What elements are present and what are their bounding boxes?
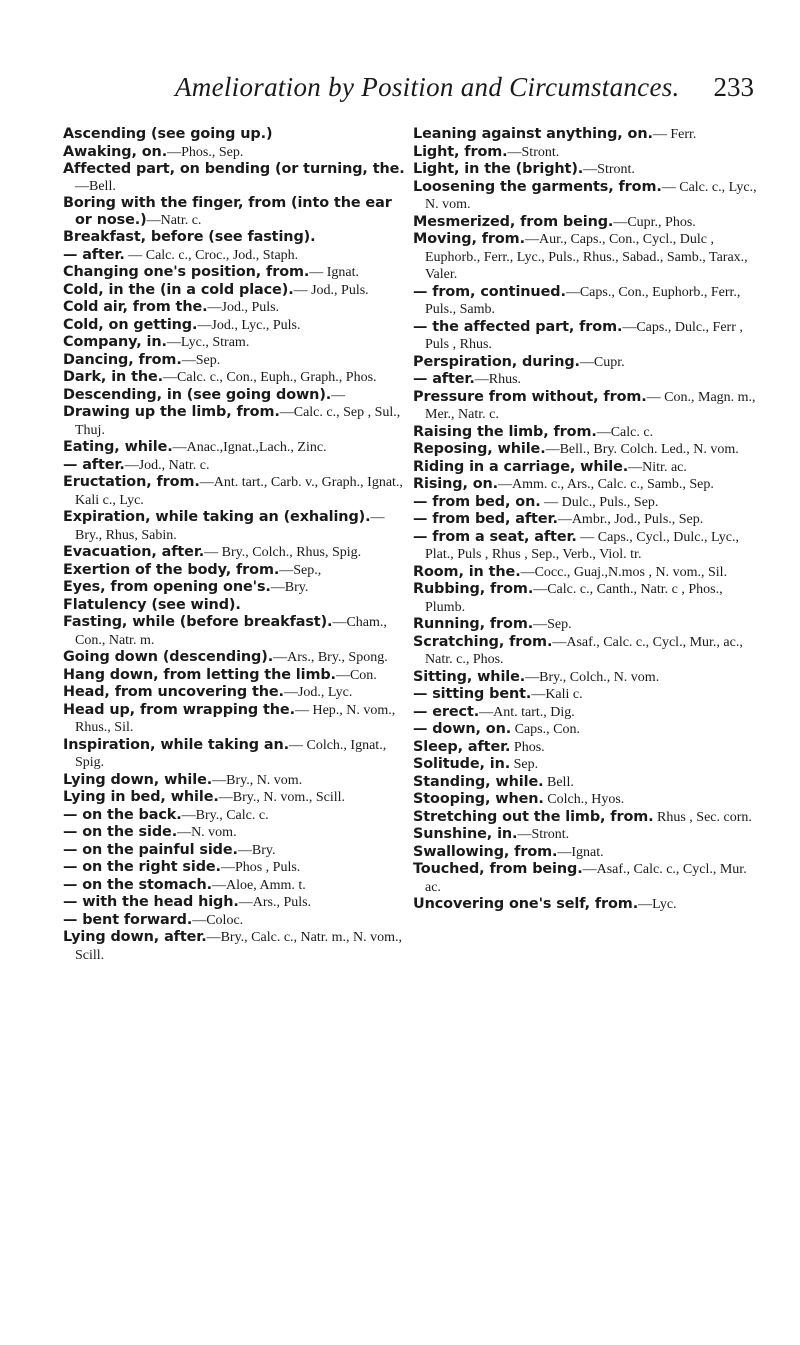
entry-remedies: —Calc. c., Con., Euph., Graph., Phos. [163, 370, 377, 385]
entry-term: Running, from. [413, 616, 534, 632]
index-entry [63, 126, 408, 144]
entry-term: Breakfast, before (see fasting). [63, 229, 316, 245]
entry-remedies: — Ferr. [652, 127, 697, 142]
entry-remedies: Phos. [510, 739, 545, 755]
entry-term: Solitude, in. [413, 756, 511, 772]
index-entry [413, 704, 758, 722]
left-column [63, 126, 408, 964]
entry-remedies: —Aloe, Amm. t. [212, 877, 306, 893]
entry-term: Lying down, after. [63, 929, 207, 945]
entry-term: — after. [63, 246, 125, 263]
entry-remedies: —Cocc., Guaj.,N.mos , N. vom., Sil. [520, 564, 728, 580]
entry-term: Drawing up the limb, from. [63, 404, 280, 420]
entry-remedies: —Bry., Rhus, Sabin. [75, 510, 385, 543]
entry-term: — bent forward. [63, 911, 193, 928]
entry-remedies: —Amm. c., Ars., Calc. c., Samb., Sep. [498, 477, 714, 492]
entry-term: Company, in. [63, 334, 167, 350]
entry-remedies: — Con., Magn. m., Mer., Natr. c. [425, 389, 756, 422]
index-entry [63, 369, 408, 387]
entry-remedies: — Jod., Puls. [293, 282, 369, 298]
index-entry [63, 842, 408, 860]
index-entry [63, 229, 408, 247]
entry-term: Hang down, from letting the limb. [63, 666, 336, 683]
entry-remedies: — Dulc., Puls., Sep. [540, 494, 659, 510]
page-number: 233 [713, 72, 754, 102]
entry-term: — on the back. [63, 806, 182, 823]
entry-term: Cold, on getting. [63, 316, 198, 333]
index-entry [413, 284, 758, 319]
entry-term: — with the head high. [63, 894, 239, 910]
entry-term: Inspiration, while taking an. [63, 736, 289, 753]
entry-remedies: —Rhus. [474, 372, 522, 387]
index-entry [63, 562, 408, 580]
entry-remedies: —Natr. c. [146, 212, 202, 228]
index-entry [413, 739, 758, 757]
index-entry [63, 579, 408, 597]
entry-remedies: Caps., Con. [511, 722, 580, 737]
entry-term: — on the side. [63, 824, 178, 840]
entry-remedies: —Cupr. [579, 354, 625, 370]
entry-term: Changing one's position, from. [63, 264, 310, 280]
index-entry [63, 317, 408, 335]
entry-term: Awaking, on. [63, 143, 168, 160]
index-entry [63, 144, 408, 162]
entry-remedies: — Calc. c., Lyc., N. vom. [425, 179, 757, 212]
entry-term: Sitting, while. [413, 668, 526, 685]
index-entry [63, 509, 408, 544]
index-entry [63, 597, 408, 615]
entry-term: — from a seat, after. [413, 528, 577, 545]
entry-term: Flatulency (see wind). [63, 596, 241, 613]
index-entry [413, 896, 758, 914]
entry-remedies: — Hep., N. vom., Rhus., Sil. [75, 702, 396, 735]
entry-remedies: —Sep., [279, 562, 322, 578]
index-entry [63, 684, 408, 702]
index-entry [63, 667, 408, 685]
index-entry [413, 791, 758, 809]
index-entry [413, 529, 758, 564]
entry-term: Room, in the. [413, 563, 521, 580]
index-entry [63, 457, 408, 475]
entry-remedies: — Bry., Colch., Rhus, Spig. [204, 545, 362, 560]
entry-remedies: Sep. [510, 757, 539, 772]
index-entry [413, 214, 758, 232]
index-entry [63, 161, 408, 195]
entry-remedies: —Cupr., Phos. [613, 214, 696, 230]
entry-term: — on the stomach. [63, 876, 213, 893]
entry-remedies: —Bell., Bry. Colch. Led., N. vom. [545, 442, 739, 457]
entry-term: Head up, from wrapping the. [63, 701, 295, 718]
entry-remedies: —Calc. c. [596, 424, 654, 440]
entry-remedies: —Ars., Bry., Spong. [273, 650, 388, 665]
index-entry [63, 334, 408, 352]
index-entry [63, 282, 408, 300]
index-entry [63, 299, 408, 317]
index-entry [413, 774, 758, 792]
index-entry [413, 844, 758, 862]
entry-term: Mesmerized, from being. [413, 213, 614, 230]
entry-remedies: —Bell. [75, 178, 116, 194]
entry-remedies: —Aur., Caps., Con., Cycl., Dulc , Euphorb., Ferr., Lyc., Puls., Rhus., Sabad., Samb., Tarax., Valer. [425, 232, 748, 282]
index-entry [63, 824, 408, 842]
entry-term: — sitting bent. [413, 686, 532, 702]
entry-term: Raising the limb, from. [413, 423, 597, 440]
right-column [413, 126, 758, 914]
entry-term: Reposing, while. [413, 441, 546, 457]
entry-remedies: —Bry., Calc. c., Natr. m., N. vom., Scill. [75, 930, 403, 963]
entry-term: — from bed, on. [413, 493, 541, 510]
index-entry [413, 494, 758, 512]
entry-remedies: —Stront. [517, 827, 570, 842]
running-title: Amelioration by Position and Circumstances. [175, 72, 680, 102]
entry-remedies: Colch., Hyos. [543, 792, 625, 807]
entry-term: Eating, while. [63, 439, 173, 455]
entry-term: Boring with the finger, from (into the ear or nose.) [63, 195, 392, 228]
index-entry [413, 179, 758, 214]
index-entry [63, 877, 408, 895]
index-entry [63, 614, 408, 649]
page-header [60, 72, 760, 112]
entry-term: Stretching out the limb, from. [413, 808, 654, 825]
index-entry [413, 476, 758, 494]
index-entry [63, 807, 408, 825]
index-entry [413, 511, 758, 529]
entry-term: Touched, from being. [413, 861, 583, 877]
index-entry [63, 912, 408, 930]
index-entry [63, 737, 408, 772]
entry-term: Light, in the (bright). [413, 161, 584, 177]
entry-term: Pressure from without, from. [413, 388, 647, 405]
entry-term: Loosening the garments, from. [413, 178, 662, 195]
entry-term: Sunshine, in. [413, 826, 518, 842]
index-entry [63, 929, 408, 964]
entry-remedies: —Ant. tart., Carb. v., Graph., Ignat., Kali c., Lyc. [75, 475, 403, 508]
entry-remedies: —Coloc. [192, 912, 244, 928]
entry-term: — after. [63, 456, 125, 473]
entry-remedies: —Jod., Puls. [207, 300, 280, 315]
entry-term: Standing, while. [413, 773, 544, 790]
index-entry [413, 319, 758, 354]
entry-term: Rubbing, from. [413, 581, 534, 597]
entry-remedies: —Bry., N. vom., Scill. [218, 790, 345, 805]
entry-term: Lying down, while. [63, 771, 213, 788]
entry-term: Head, from uncovering the. [63, 684, 284, 700]
index-entry [63, 702, 408, 737]
entry-remedies: —Lyc., Stram. [166, 335, 250, 350]
index-entry [63, 772, 408, 790]
index-entry [413, 686, 758, 704]
entry-term: Affected part, on bending (or turning, the. [63, 161, 405, 177]
index-entry [413, 441, 758, 459]
entry-remedies: —Sep. [533, 617, 572, 632]
entry-term: Ascending (see going up.) [63, 126, 273, 142]
entry-remedies: —Nitr. ac. [628, 459, 687, 475]
index-entry [413, 161, 758, 179]
index-entry [413, 581, 758, 616]
entry-remedies: —Sep. [181, 352, 221, 368]
index-entry [413, 459, 758, 477]
entry-remedies: —Bry., N. vom. [212, 772, 303, 788]
index-entry [413, 354, 758, 372]
entry-remedies: —Lyc. [638, 897, 677, 912]
index-entry [413, 424, 758, 442]
entry-term: Evacuation, after. [63, 544, 205, 560]
index-entry [63, 544, 408, 562]
entry-term: — erect. [413, 703, 480, 720]
index-entry [413, 861, 758, 896]
index-entry [63, 789, 408, 807]
entry-term: Perspiration, during. [413, 353, 580, 370]
entry-term: Moving, from. [413, 231, 525, 247]
entry-remedies: —Anac.,Ignat.,Lach., Zinc. [172, 440, 327, 455]
index-entry [413, 721, 758, 739]
entry-remedies: —Calc. c., Canth., Natr. c , Phos., Plumb. [425, 582, 723, 615]
index-entry [63, 474, 408, 509]
entry-remedies: —Bry., Calc. c. [181, 807, 269, 823]
index-entry [413, 826, 758, 844]
entry-term: Stooping, when. [413, 791, 544, 807]
entry-remedies: Rhus , Sec. corn. [653, 809, 752, 825]
entry-remedies: —Ambr., Jod., Puls., Sep. [557, 512, 704, 527]
index-entry [63, 195, 408, 229]
entry-remedies: —Ars., Puls. [238, 895, 312, 910]
entry-term: Eructation, from. [63, 474, 200, 490]
entry-remedies: —Caps., Con., Euphorb., Ferr., Puls., Samb. [425, 284, 741, 317]
index-entry [413, 634, 758, 669]
entry-term: Going down (descending). [63, 649, 274, 665]
entry-term: Light, from. [413, 143, 508, 160]
entry-term: Dancing, from. [63, 351, 182, 368]
entry-term: Eyes, from opening one's. [63, 579, 271, 595]
entry-remedies: —Bry. [270, 580, 309, 595]
index-entry [413, 564, 758, 582]
entry-remedies: —Bry., Colch., N. vom. [525, 669, 660, 685]
entry-remedies: Bell. [543, 774, 574, 790]
entry-remedies: —Phos., Sep. [167, 144, 244, 160]
entry-remedies: —Jod., Natr. c. [124, 457, 210, 473]
entry-term: Sleep, after. [413, 738, 511, 755]
entry-remedies: — Calc. c., Croc., Jod., Staph. [124, 247, 299, 263]
entry-remedies: — Caps., Cycl., Dulc., Lyc., Plat., Puls , Rhus , Sep., Verb., Viol. tr. [425, 529, 739, 562]
index-entry [63, 264, 408, 282]
index-entry [63, 247, 408, 265]
index-entry [63, 894, 408, 912]
index-entry [413, 809, 758, 827]
index-entry [63, 404, 408, 439]
entry-remedies: —Caps., Dulc., Ferr , Puls , Rhus. [425, 319, 743, 352]
entry-term: Rising, on. [413, 476, 499, 492]
entry-remedies: — [331, 387, 346, 403]
index-entry [413, 144, 758, 162]
entry-remedies: —Stront. [583, 162, 635, 177]
entry-term: Cold, in the (in a cold place). [63, 281, 294, 298]
entry-term: Lying in bed, while. [63, 789, 219, 805]
entry-remedies: —N. vom. [177, 825, 237, 840]
entry-term: — from bed, after. [413, 511, 558, 527]
entry-term: Fasting, while (before breakfast). [63, 614, 333, 630]
entry-remedies: —Phos , Puls. [220, 860, 301, 875]
index-entry [413, 756, 758, 774]
entry-term: Uncovering one's self, from. [413, 896, 639, 912]
entry-remedies: —Jod., Lyc. [283, 685, 353, 700]
index-entry [413, 126, 758, 144]
entry-remedies: —Calc. c., Sep , Sul., Thuj. [75, 405, 401, 438]
entry-term: — from, continued. [413, 283, 566, 300]
entry-term: Swallowing, from. [413, 843, 558, 860]
entry-remedies: —Ignat. [557, 844, 604, 860]
entry-term: Exertion of the body, from. [63, 561, 280, 578]
entry-term: Expiration, while taking an (exhaling). [63, 509, 371, 525]
entry-remedies: —Con. [335, 667, 377, 683]
index-entry [63, 439, 408, 457]
entry-remedies: —Ant. tart., Dig. [479, 704, 575, 720]
entry-term: — the affected part, from. [413, 318, 623, 335]
entry-term: Leaning against anything, on. [413, 126, 653, 142]
entry-term: — on the right side. [63, 859, 221, 875]
entry-remedies: — Colch., Ignat., Spig. [75, 737, 387, 770]
entry-term: Riding in a carriage, while. [413, 458, 629, 475]
index-entry [413, 669, 758, 687]
entry-remedies: —Bry. [237, 842, 276, 858]
entry-term: Cold air, from the. [63, 299, 208, 315]
index-entry [63, 352, 408, 370]
index-entry [413, 231, 758, 284]
entry-term: Scratching, from. [413, 633, 553, 650]
index-entry [63, 859, 408, 877]
entry-term: — down, on. [413, 721, 512, 737]
entry-remedies: —Jod., Lyc., Puls. [197, 317, 301, 333]
entry-remedies: — Ignat. [309, 265, 360, 280]
entry-term: Descending, in (see going down). [63, 386, 332, 403]
index-entry [413, 389, 758, 424]
entry-term: — after. [413, 371, 475, 387]
entry-remedies: —Asaf., Calc. c., Cycl., Mur. ac. [425, 862, 747, 895]
index-entry [63, 649, 408, 667]
entry-term: Dark, in the. [63, 369, 164, 385]
index-entry [413, 616, 758, 634]
entry-term: — on the painful side. [63, 841, 238, 858]
index-entry [413, 371, 758, 389]
entry-remedies: —Kali c. [531, 687, 583, 702]
entry-remedies: —Cham., Con., Natr. m. [75, 615, 387, 648]
entry-remedies: —Asaf., Calc. c., Cycl., Mur., ac., Natr. c., Phos. [425, 634, 743, 667]
index-entry [63, 387, 408, 405]
entry-remedies: —Stront. [507, 144, 560, 160]
